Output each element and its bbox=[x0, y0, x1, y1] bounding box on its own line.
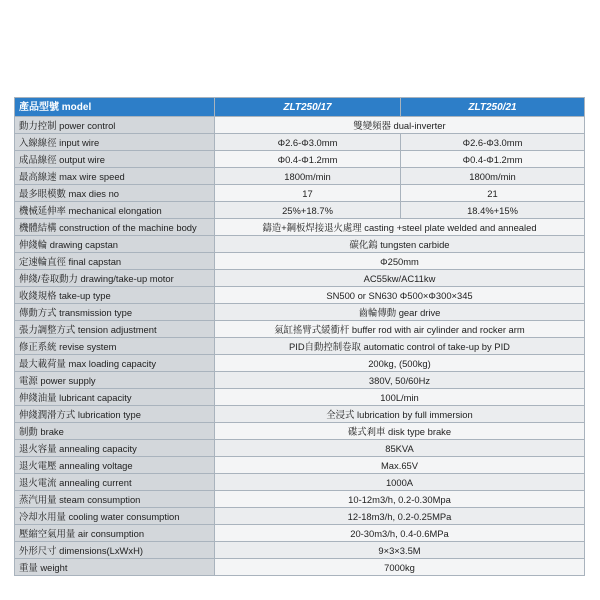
spec-label: 壓縮空氣用量 air consumption bbox=[15, 525, 215, 542]
model-a-header: ZLT250/17 bbox=[215, 98, 401, 117]
table-header-row bbox=[15, 98, 585, 117]
table-row bbox=[15, 304, 585, 321]
spec-value: 10-12m3/h, 0.2-0.30Mpa bbox=[215, 491, 585, 508]
model-b-header: ZLT250/21 bbox=[401, 98, 585, 117]
spec-value: SN500 or SN630 Φ500×Φ300×345 bbox=[215, 287, 585, 304]
spec-label: 動力控制 power control bbox=[15, 117, 215, 134]
spec-value-b: 18.4%+15% bbox=[401, 202, 585, 219]
spec-value: 碳化鎢 tungsten carbide bbox=[215, 236, 585, 253]
spec-value: 全浸式 lubrication by full immersion bbox=[215, 406, 585, 423]
spec-label: 張力調整方式 tension adjustment bbox=[15, 321, 215, 338]
spec-label: 制動 brake bbox=[15, 423, 215, 440]
spec-label: 機械延伸率 mechanical elongation bbox=[15, 202, 215, 219]
spec-value: 氣缸搖臂式緩衝杆 buffer rod with air cylinder and rocker arm bbox=[215, 321, 585, 338]
spec-label: 修正系統 revise system bbox=[15, 338, 215, 355]
spec-label: 伸綫油量 lubricant capacity bbox=[15, 389, 215, 406]
spec-label: 冷却水用量 cooling water consumption bbox=[15, 508, 215, 525]
spec-value: 380V, 50/60Hz bbox=[215, 372, 585, 389]
spec-value: 85KVA bbox=[215, 440, 585, 457]
table-row bbox=[15, 134, 585, 151]
spec-value: AC55kw/AC11kw bbox=[215, 270, 585, 287]
table-row bbox=[15, 542, 585, 559]
spec-label: 最大載荷量 max loading capacity bbox=[15, 355, 215, 372]
table-row bbox=[15, 117, 585, 134]
table-row bbox=[15, 168, 585, 185]
spec-label: 伸綫/卷取動力 drawing/take-up motor bbox=[15, 270, 215, 287]
spec-value-b: 1800m/min bbox=[401, 168, 585, 185]
table-row bbox=[15, 457, 585, 474]
spec-value-a: Φ0.4-Φ1.2mm bbox=[215, 151, 401, 168]
spec-value: 碟式剎車 disk type brake bbox=[215, 423, 585, 440]
spec-label: 退火電流 annealing current bbox=[15, 474, 215, 491]
table-row bbox=[15, 270, 585, 287]
spec-label: 電源 power supply bbox=[15, 372, 215, 389]
table-row bbox=[15, 525, 585, 542]
spec-value-a: 17 bbox=[215, 185, 401, 202]
spec-value: 12-18m3/h, 0.2-0.25MPa bbox=[215, 508, 585, 525]
table-row bbox=[15, 185, 585, 202]
spec-value: PID自動控制卷取 automatic control of take-up by PID bbox=[215, 338, 585, 355]
table-row bbox=[15, 287, 585, 304]
table-row bbox=[15, 151, 585, 168]
table-row bbox=[15, 559, 585, 576]
table-row bbox=[15, 202, 585, 219]
spec-value-a: 1800m/min bbox=[215, 168, 401, 185]
table-row bbox=[15, 219, 585, 236]
spec-value: 9×3×3.5M bbox=[215, 542, 585, 559]
table-row bbox=[15, 372, 585, 389]
spec-label: 外形尺寸 dimensions(LxWxH) bbox=[15, 542, 215, 559]
spec-label: 退火電壓 annealing voltage bbox=[15, 457, 215, 474]
spec-label: 最多眼模數 max dies no bbox=[15, 185, 215, 202]
table-row bbox=[15, 423, 585, 440]
spec-label: 入線線徑 input wire bbox=[15, 134, 215, 151]
spec-value: Max.65V bbox=[215, 457, 585, 474]
spec-value: 100L/min bbox=[215, 389, 585, 406]
spec-value-b: Φ2.6-Φ3.0mm bbox=[401, 134, 585, 151]
table-row bbox=[15, 474, 585, 491]
table-row bbox=[15, 491, 585, 508]
table-row bbox=[15, 338, 585, 355]
spec-body bbox=[15, 117, 585, 576]
spec-value: 雙變頻器 dual-inverter bbox=[215, 117, 585, 134]
spec-label: 成品線徑 output wire bbox=[15, 151, 215, 168]
model-header: 產品型號 model bbox=[15, 98, 215, 117]
spec-label: 最高線速 max wire speed bbox=[15, 168, 215, 185]
spec-value: 齒輪傳動 gear drive bbox=[215, 304, 585, 321]
table-row bbox=[15, 389, 585, 406]
table-row bbox=[15, 508, 585, 525]
spec-value-a: Φ2.6-Φ3.0mm bbox=[215, 134, 401, 151]
spec-label: 伸綫潤滑方式 lubrication type bbox=[15, 406, 215, 423]
spec-label: 收綫規格 take-up type bbox=[15, 287, 215, 304]
spec-label: 定速輪直徑 final capstan bbox=[15, 253, 215, 270]
spec-value: 200kg, (500kg) bbox=[215, 355, 585, 372]
table-row bbox=[15, 440, 585, 457]
spec-value: Φ250mm bbox=[215, 253, 585, 270]
spec-label: 退火容量 annealing capacity bbox=[15, 440, 215, 457]
spec-value: 7000kg bbox=[215, 559, 585, 576]
spec-value: 1000A bbox=[215, 474, 585, 491]
table-row bbox=[15, 406, 585, 423]
spec-table bbox=[14, 97, 585, 576]
spec-label: 機體結構 construction of the machine body bbox=[15, 219, 215, 236]
spec-value-a: 25%+18.7% bbox=[215, 202, 401, 219]
spec-label: 重量 weight bbox=[15, 559, 215, 576]
spec-value-b: 21 bbox=[401, 185, 585, 202]
table-row bbox=[15, 236, 585, 253]
spec-value-b: Φ0.4-Φ1.2mm bbox=[401, 151, 585, 168]
spec-label: 傳動方式 transmission type bbox=[15, 304, 215, 321]
spec-value: 鑄造+鋼板焊接退火處理 casting +steel plate welded and annealed bbox=[215, 219, 585, 236]
spec-label: 伸綫輪 drawing capstan bbox=[15, 236, 215, 253]
table-row bbox=[15, 253, 585, 270]
table-row bbox=[15, 321, 585, 338]
spec-value: 20-30m3/h, 0.4-0.6MPa bbox=[215, 525, 585, 542]
spec-label: 蒸汽用量 steam consumption bbox=[15, 491, 215, 508]
table-row bbox=[15, 355, 585, 372]
